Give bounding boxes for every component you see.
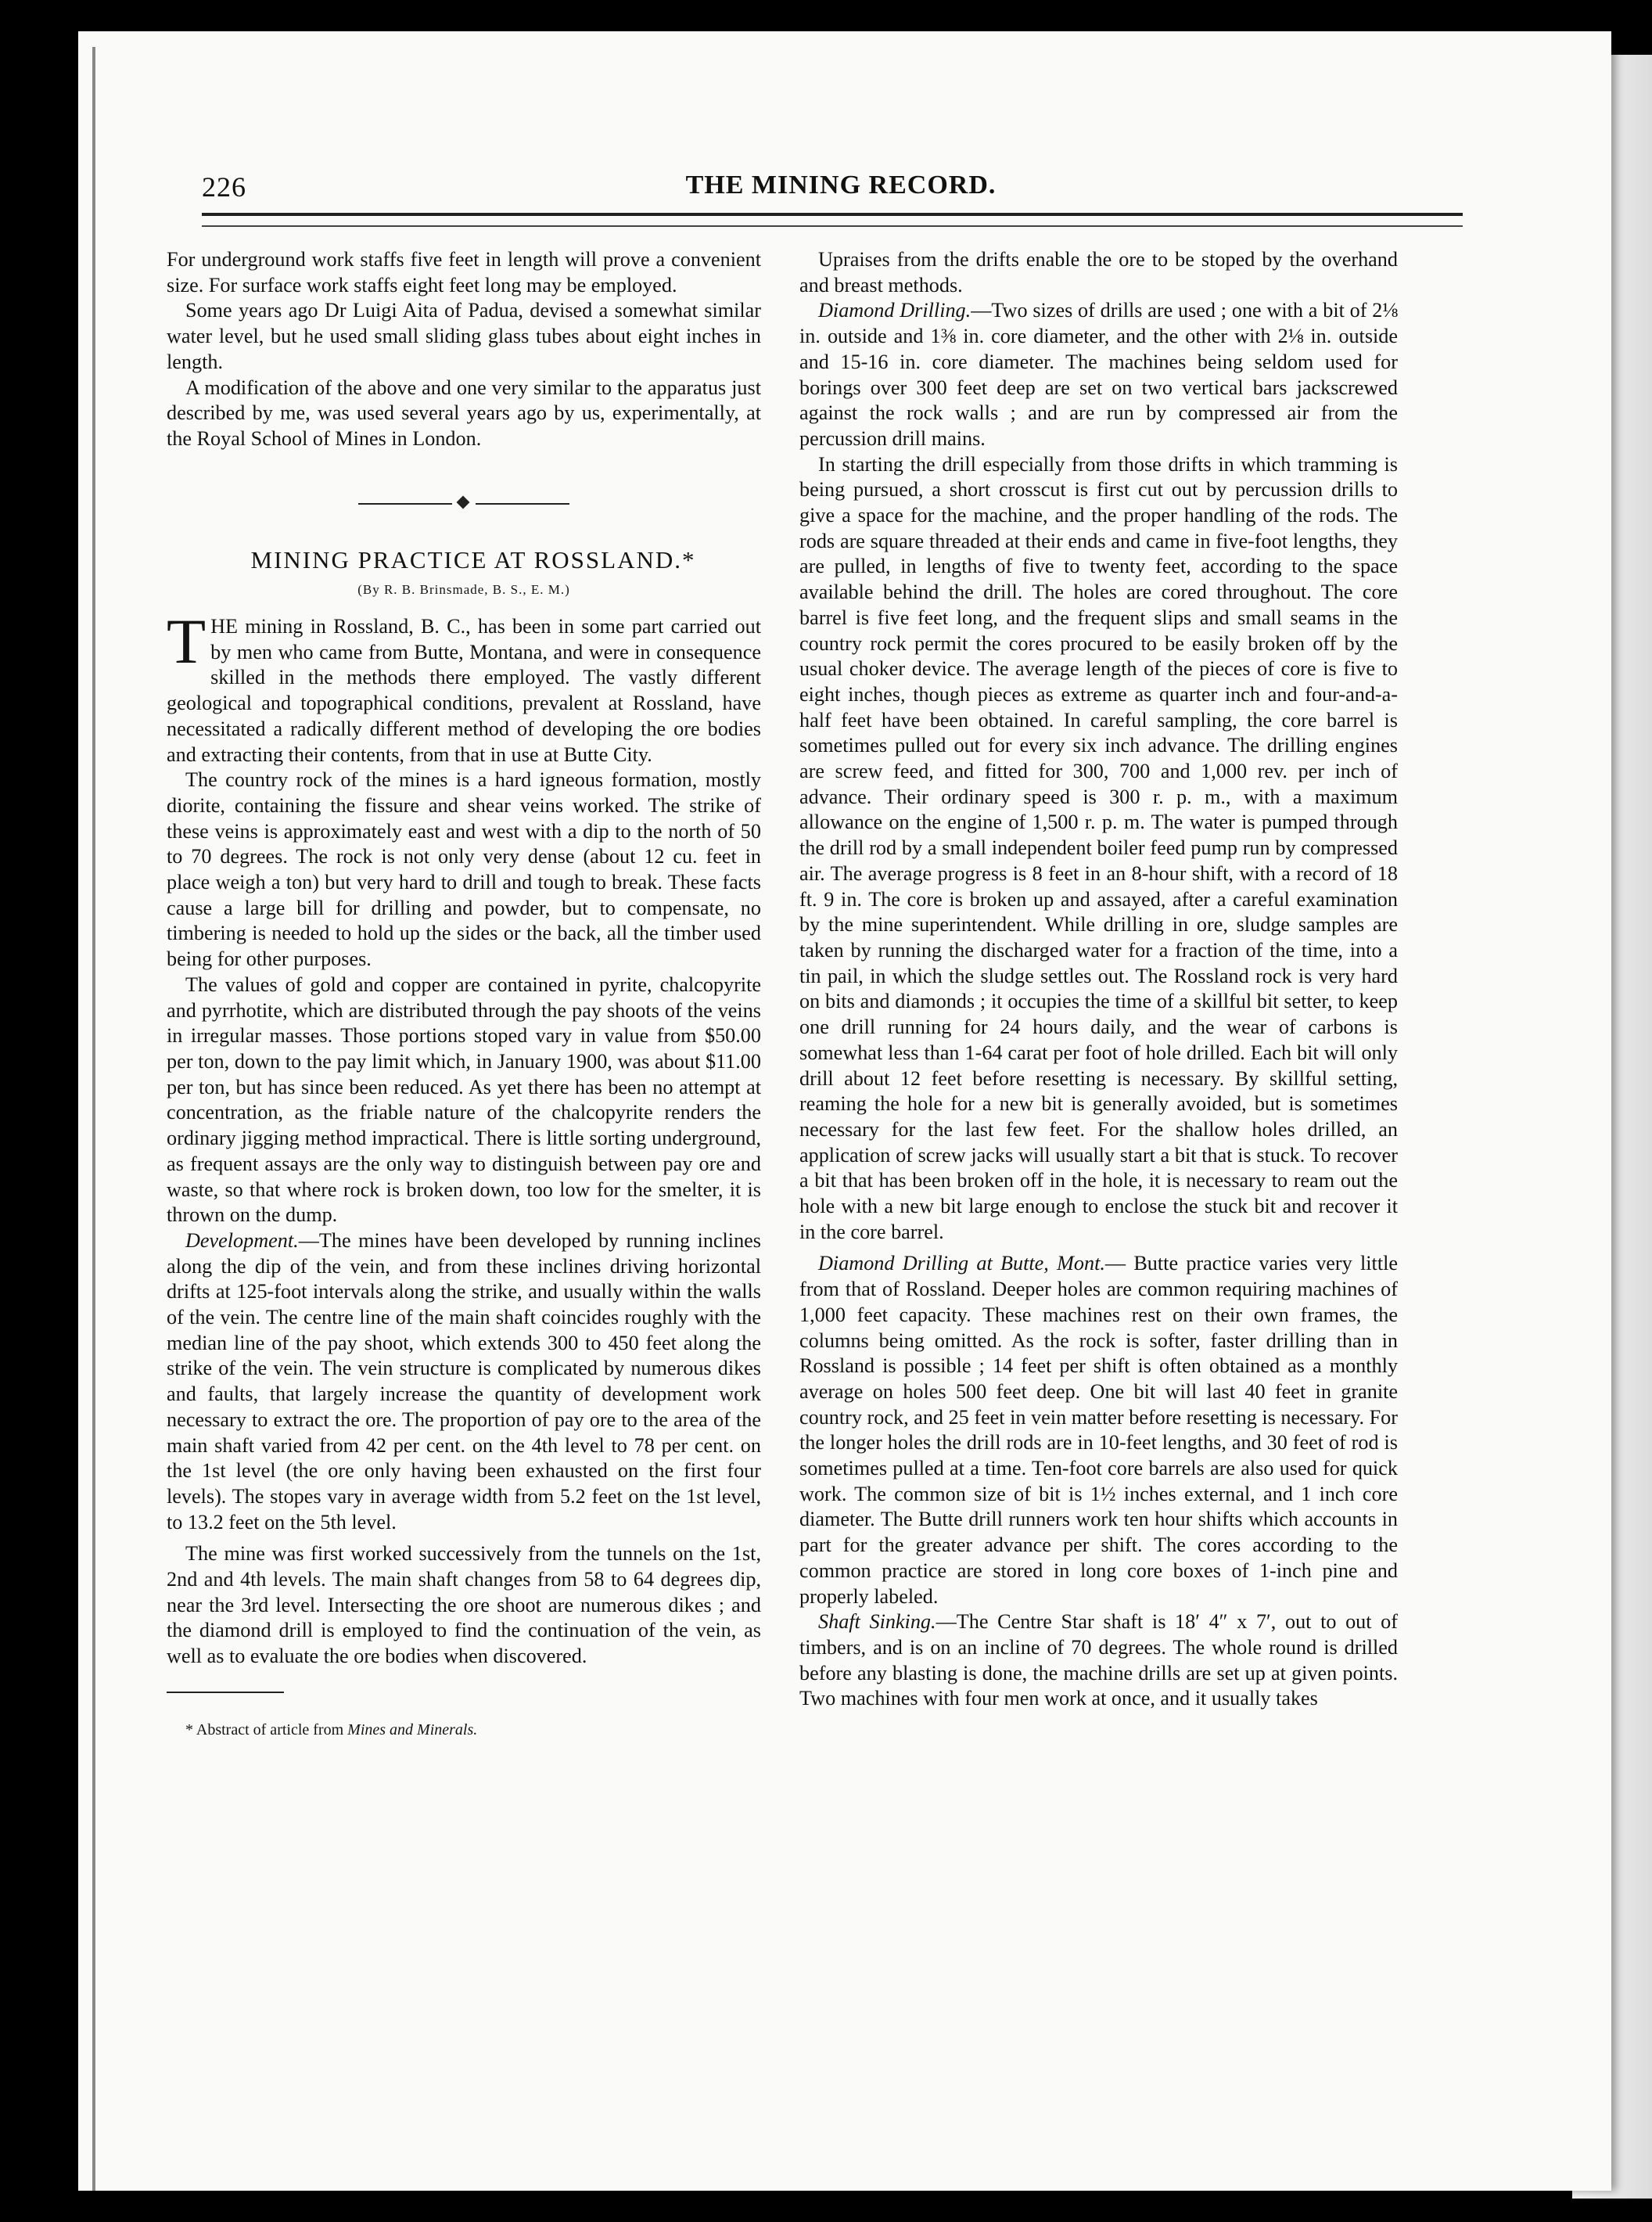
lead-paragraph — [167, 606, 761, 768]
footnote-rule — [167, 1692, 284, 1693]
development-paragraph — [167, 1228, 761, 1535]
diamond-drilling-text: —Two sizes of drills are used ; one with a bit of 2⅛ in. outside and 1⅜ in. core diameter, and the other with 2⅛ in. outside and 15-16 in. core diameter. The machines being seldom used for borings over 300 feet deep are set on two vertical bars jackscrewed against the rock walls ; and are run by compressed air from the percussion drill mains. — [799, 299, 1398, 450]
gutter-line — [92, 47, 95, 2191]
shaft-sinking-paragraph — [799, 1609, 1398, 1712]
article-byline: (By R. B. Brinsmade, B. S., E. M.) — [357, 582, 570, 598]
right-column — [799, 247, 1398, 1712]
development-text: —The mines have been developed by running inclines along the dip of the vein, and from these inclines driving horizontal drifts at 125-foot intervals along the strike, and usually within the walls of the vein. The centre line of the main shaft coincides roughly with the median line of the pay shoot, which extends 300 to 450 feet along the strike of the vein. The vein structure is complicated by numerous dikes and faults, that largely increase the quantity of development work necessary to extract the ore. The proportion of pay ore to the area of the main shaft varied from 42 per cent. on the 4th level to 78 per cent. on the 1st level (the ore only having been exhausted on the first four levels). The stopes vary in average width from 5.2 feet on the 1st level, to 13.2 feet on the 5th level. — [167, 1228, 761, 1533]
lead-paragraph-text: HE mining in Rossland, B. C., has been in some part carried out by men who came from Butte, Montana, and were in consequence skilled in the methods there employed. The vastly different geological and topographical conditions, prevalent at Rossland, have necessitated a radically different method of developing the ore bodies and extracting their contents, from that in use at Butte City. — [167, 615, 761, 766]
drop-cap: T — [167, 606, 206, 678]
butte-text: — Butte practice varies very little from that of Rossland. Deeper holes are common requiring machines of 1,000 feet capacity. These machines rest on their own frames, the columns being omitted. As the rock is softer, faster drilling than in Rossland is possible ; 14 feet per shift is often obtained as a monthly average on holes 500 feet deep. One bit will last 40 feet in granite country rock, and 25 feet in vein matter before resetting is necessary. For the longer holes the drill rods are in 10-feet lengths, and 30 feet of rod is sometimes pulled at a time. Ten-foot core barrels are also used for quick work. The common size of bit is 1½ inches external, and 1 inch core diameter. The Butte drill runners work ten hour shifts which accounts in part for the greater advance per shift. The cores according to the common practice are stored in long core boxes of 1-inch pine and properly labeled. — [799, 1252, 1399, 1608]
left-column — [167, 247, 761, 1740]
intro-paragraph-3: A modification of the above and one very similar to the apparatus just described by me, was used several years ago by us, experimentally, at the Royal School of Mines in London. — [167, 376, 761, 450]
intro-paragraph-1: For underground work staffs five feet in length will prove a convenient size. For surface work staffs eight feet long may be employed. — [167, 248, 761, 297]
shaft-sinking-text: —The Centre Star shaft is 18′ 4″ x 7′, out to out of timbers, and is on an incline of 70 degrees. The whole round is drilled before any blasting is done, the machine drills are set up at given points. Two machines with four men work at once, and it usually takes — [799, 1610, 1399, 1710]
diamond-ornament-icon — [457, 495, 470, 509]
development-heading: Development. — [185, 1228, 299, 1252]
article-title: MINING PRACTICE AT ROSSLAND.* — [250, 545, 696, 573]
footnote — [167, 1720, 761, 1740]
page-number: 226 — [202, 171, 246, 203]
section-divider-ornament — [358, 498, 569, 510]
country-rock-paragraph: The country rock of the mines is a hard igneous formation, mostly diorite, containing the fissure and shear veins worked. The strike of these veins is approximately east and west with a dip to the north of 50 to 70 degrees. The rock is not only very dense (about 12 cu. feet in place weigh a ton) but very hard to drill and tough to break. These facts cause a large bill for drilling and powder, but to compensate, no timbering is needed to hold up the sides or the back, all the timber used being for other purposes. — [167, 768, 761, 971]
diamond-drilling-heading: Diamond Drilling. — [818, 299, 971, 322]
footnote-source: Mines and Minerals. — [347, 1720, 478, 1738]
butte-heading: Diamond Drilling at Butte, Mont. — [818, 1252, 1105, 1275]
intro-paragraph-2: Some years ago Dr Luigi Aita of Padua, devised a somewhat similar water level, but he used small sliding glass tubes about eight inches in length. — [167, 299, 761, 373]
upraises-paragraph: Upraises from the drifts enable the ore to be stoped by the overhand and breast methods. — [799, 248, 1398, 297]
header-rule — [202, 213, 1463, 227]
footnote-prefix: * Abstract of article from — [185, 1720, 348, 1738]
tunnels-paragraph: The mine was first worked successively from the tunnels on the 1st, 2nd and 4th levels. The main shaft changes from 58 to 64 degrees dip, near the 3rd level. Intersecting the ore shoot are numerous dikes ; and the diamond drill is employed to find the continuation of the vein, as well as to evaluate the ore bodies when discovered. — [167, 1542, 761, 1668]
starting-drill-paragraph: In starting the drill especially from those drifts in which tramming is being pursued, a short crosscut is first cut out by percussion drills to give a space for the machine, and the proper handling of the rods. The rods are square threaded at their ends and came in five-foot lengths, they are pulled, in lengths of five to twenty feet, according to the space available behind the drill. The holes are cored throughout. The core barrel is five feet long, and the frequent slips and small seams in the country rock permit the cores procured to be easily broken off by the usual choker device. The average length of the pieces of core is five to eight inches, though pieces as extreme as quarter inch and four-and-a-half feet have been obtained. In careful sampling, the core barrel is sometimes pulled out for every six inch advance. The drilling engines are screw feed, and fitted for 300, 700 and 1,000 rev. per inch of advance. Their ordinary speed is 300 r. p. m., with a maximum allowance on the engine of 1,500 r. p. m. The water is pumped through the drill rod by a small independent boiler feed pump run by compressed air. The average progress is 8 feet in an 8-hour shift, with a record of 18 ft. 9 in. The core is broken up and assayed, after a careful examination by the mine superintendent. While drilling in ore, sludge samples are taken by running the discharged water for a fraction of the time, into a tin pail, in which the sludge settles out. The Rossland rock is very hard on bits and diamonds ; it occupies the time of a skillful bit setter, to keep one drill running for 24 hours daily, and the wear of carbons is somewhat less than 1-64 carat per foot of hole drilled. Each bit will only drill about 12 feet before resetting is necessary. By skillful setting, reaming the hole for a new bit is generally avoided, but is sometimes necessary for the last few feet. For the shallow holes drilled, an application of screw jacks will usually start a bit that is stuck. To recover a bit that has been broken off in the hole, it is necessary to ream out the hole with a new bit large enough to enclose the stuck bit and recover it in the core barrel. — [799, 452, 1398, 1243]
running-title: THE MINING RECORD. — [685, 171, 997, 200]
diamond-drilling-paragraph — [799, 298, 1398, 451]
values-paragraph: The values of gold and copper are contained in pyrite, chalcopyrite and pyrrhotite, which are distributed through the pay shoots of the veins in irregular masses. Those portions stoped vary in value from $50.00 per ton, down to the pay limit which, in January 1900, was about $11.00 per ton, but has since been reduced. As yet there has been no attempt at concentration, as the friable nature of the chalcopyrite renders the ordinary jigging method impractical. There is little sorting underground, as frequent assays are the only way to distinguish between pay ore and waste, so that where rock is broken down, too low for the smelter, it is thrown on the dump. — [167, 973, 761, 1227]
butte-paragraph — [799, 1251, 1398, 1609]
shaft-sinking-heading: Shaft Sinking. — [818, 1610, 936, 1634]
